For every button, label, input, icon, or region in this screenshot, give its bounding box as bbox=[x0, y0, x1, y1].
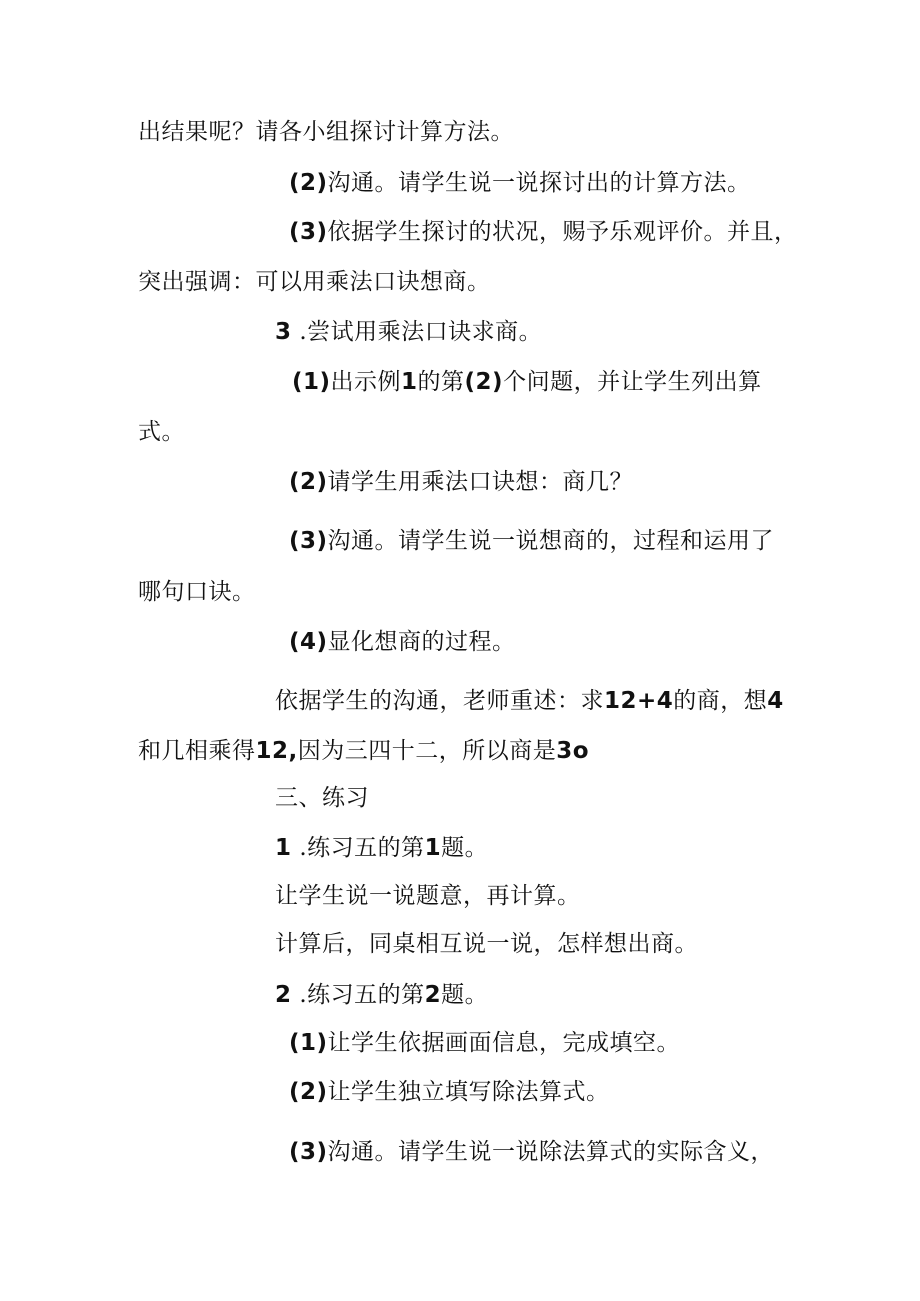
text-line bbox=[138, 416, 185, 448]
text-segment: 让学生独立填写除法算式。 bbox=[327, 1079, 610, 1105]
text-segment: 的第 bbox=[417, 369, 465, 395]
text-segment: 沟通。请学生说一说探讨出的计算方法。 bbox=[327, 170, 751, 196]
text-line bbox=[289, 626, 516, 658]
text-segment: 练习五的第 bbox=[307, 982, 425, 1008]
text-segment: 让学生依据画面信息，完成填空。 bbox=[327, 1030, 681, 1056]
text-line bbox=[289, 167, 751, 199]
numeral-bold: (4) bbox=[289, 629, 328, 655]
numeral-bold: 3o bbox=[556, 738, 590, 764]
text-segment: 沟通。请学生说一说想商的，过程和运用了 bbox=[327, 528, 775, 554]
numeral-bold: (3) bbox=[289, 528, 328, 554]
text-segment: 计算后，同桌相互说一说，怎样想出商。 bbox=[275, 931, 698, 957]
numeral-bold: (3) bbox=[289, 219, 328, 245]
text-segment: 因为三四十二，所以商是 bbox=[297, 738, 557, 764]
text-line bbox=[275, 880, 581, 912]
text-segment: 出示例 bbox=[330, 369, 402, 395]
numeral-bold: 1 bbox=[401, 369, 418, 395]
text-line bbox=[289, 1136, 774, 1168]
text-line bbox=[138, 735, 589, 767]
numeral-bold: 12+4 bbox=[604, 688, 674, 714]
text-line bbox=[275, 685, 784, 717]
text-line bbox=[275, 832, 488, 864]
text-segment: 哪句口诀。 bbox=[138, 579, 256, 605]
numeral-bold: 4 bbox=[767, 688, 784, 714]
text-segment: 沟通。请学生说一说除法算式的实际含义， bbox=[327, 1139, 775, 1165]
text-segment: 题。 bbox=[441, 835, 489, 861]
numeral-bold: (2) bbox=[464, 369, 504, 395]
numeral-bold: (3) bbox=[289, 1139, 328, 1165]
text-segment: 尝试用乘法口诀求商。 bbox=[307, 319, 543, 345]
text-segment: 让学生说一说题意，再计算。 bbox=[275, 883, 581, 909]
numeral-bold: 1 bbox=[275, 835, 292, 861]
numeral-bold: 12, bbox=[255, 738, 298, 764]
text-segment: . bbox=[291, 982, 308, 1008]
numeral-bold: 2 bbox=[275, 982, 292, 1008]
text-line bbox=[292, 366, 762, 398]
text-segment: 依据学生的沟通，老师重述：求 bbox=[275, 688, 604, 714]
numeral-bold: 1 bbox=[424, 835, 442, 861]
text-segment: 式。 bbox=[138, 419, 185, 445]
numeral-bold: (2) bbox=[289, 1079, 328, 1105]
text-segment: 题。 bbox=[441, 982, 489, 1008]
text-line bbox=[289, 1076, 610, 1108]
text-line bbox=[275, 928, 698, 960]
text-segment: 显化想商的过程。 bbox=[327, 629, 516, 655]
text-segment: 三、练习 bbox=[275, 785, 369, 811]
text-segment: 请学生用乘法口诀想：商几？ bbox=[327, 469, 634, 495]
text-line bbox=[275, 979, 488, 1011]
text-segment: 练习五的第 bbox=[307, 835, 425, 861]
text-segment: 依据学生探讨的状况，赐予乐观评价。并且， bbox=[327, 219, 798, 245]
numeral-bold: 2 bbox=[424, 982, 442, 1008]
text-line bbox=[138, 266, 491, 298]
text-line bbox=[138, 576, 256, 608]
text-segment: 突出强调：可以用乘法口诀想商。 bbox=[138, 269, 491, 295]
text-segment: 个问题，并让学生列出算 bbox=[503, 369, 762, 395]
text-line bbox=[289, 525, 774, 557]
text-line bbox=[289, 1027, 680, 1059]
text-line bbox=[138, 116, 514, 148]
numeral-bold: (2) bbox=[289, 170, 328, 196]
numeral-bold: 3 bbox=[275, 319, 292, 345]
text-segment: 的商，想 bbox=[673, 688, 768, 714]
numeral-bold: (2) bbox=[289, 469, 328, 495]
section-heading bbox=[275, 782, 369, 814]
text-segment: 和几相乘得 bbox=[138, 738, 256, 764]
text-line bbox=[289, 466, 633, 498]
numeral-bold: (1) bbox=[292, 369, 331, 395]
text-segment: . bbox=[291, 319, 308, 345]
text-line bbox=[289, 216, 798, 248]
numeral-bold: (1) bbox=[289, 1030, 328, 1056]
text-segment: . bbox=[291, 835, 308, 861]
text-line bbox=[275, 316, 542, 348]
text-segment: 出结果呢？请各小组探讨计算方法。 bbox=[138, 119, 514, 145]
